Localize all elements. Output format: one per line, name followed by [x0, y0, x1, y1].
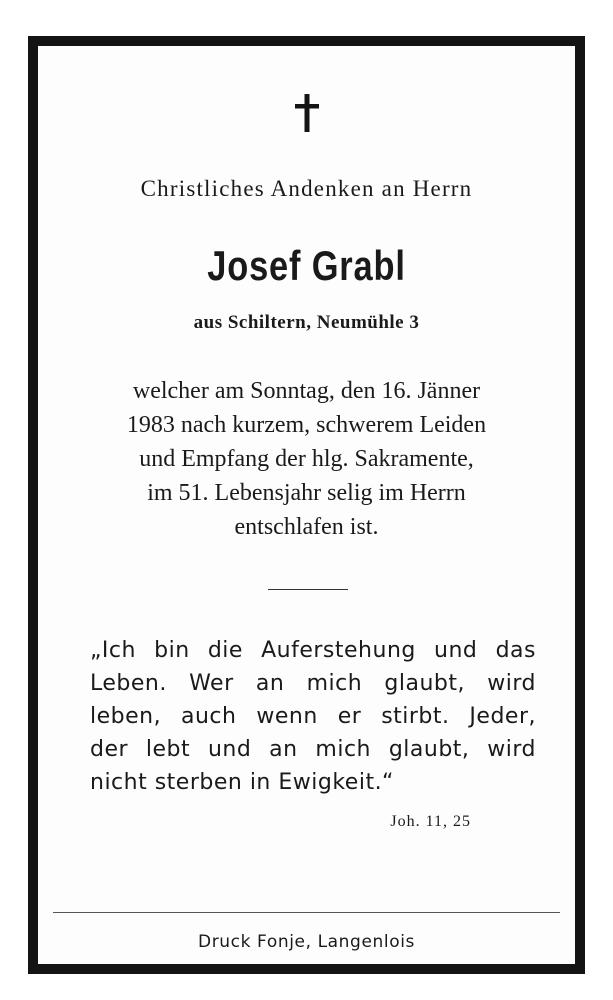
- obituary-line: im 51. Lebensjahr selig im Herrn: [147, 480, 466, 506]
- obituary-line: und Empfang der hlg. Sakramente,: [139, 446, 474, 472]
- section-divider: [268, 589, 348, 590]
- footer-divider: [53, 912, 560, 913]
- verse-line: leben, auch wenn er stirbt. Jeder,: [90, 704, 536, 729]
- cross-icon: [38, 94, 575, 132]
- origin-address: aus Schiltern, Neumühle 3: [193, 312, 420, 333]
- bible-verse: [90, 634, 536, 799]
- obituary-line: entschlafen ist.: [234, 514, 379, 540]
- verse-reference: Joh. 11, 25: [390, 813, 471, 830]
- verse-line: Leben. Wer an mich glaubt, wird: [90, 671, 536, 696]
- verse-line: nicht sterben in Ewigkeit.“: [90, 770, 394, 795]
- printer-credit: Druck Fonje, Langenlois: [198, 932, 415, 952]
- deceased-name: Josef Grabl: [207, 242, 406, 289]
- obituary-text: [68, 374, 545, 544]
- obituary-line: 1983 nach kurzem, schwerem Leiden: [126, 412, 487, 438]
- obituary-line: welcher am Sonntag, den 16. Jänner: [132, 378, 481, 404]
- cross-icon-graphic: [294, 94, 320, 132]
- memorial-card: [28, 36, 585, 974]
- intro-text: Christliches Andenken an Herrn: [140, 176, 473, 201]
- verse-line: der lebt und an mich glaubt, wird: [90, 737, 536, 762]
- verse-line: „Ich bin die Auferstehung und das: [90, 638, 536, 663]
